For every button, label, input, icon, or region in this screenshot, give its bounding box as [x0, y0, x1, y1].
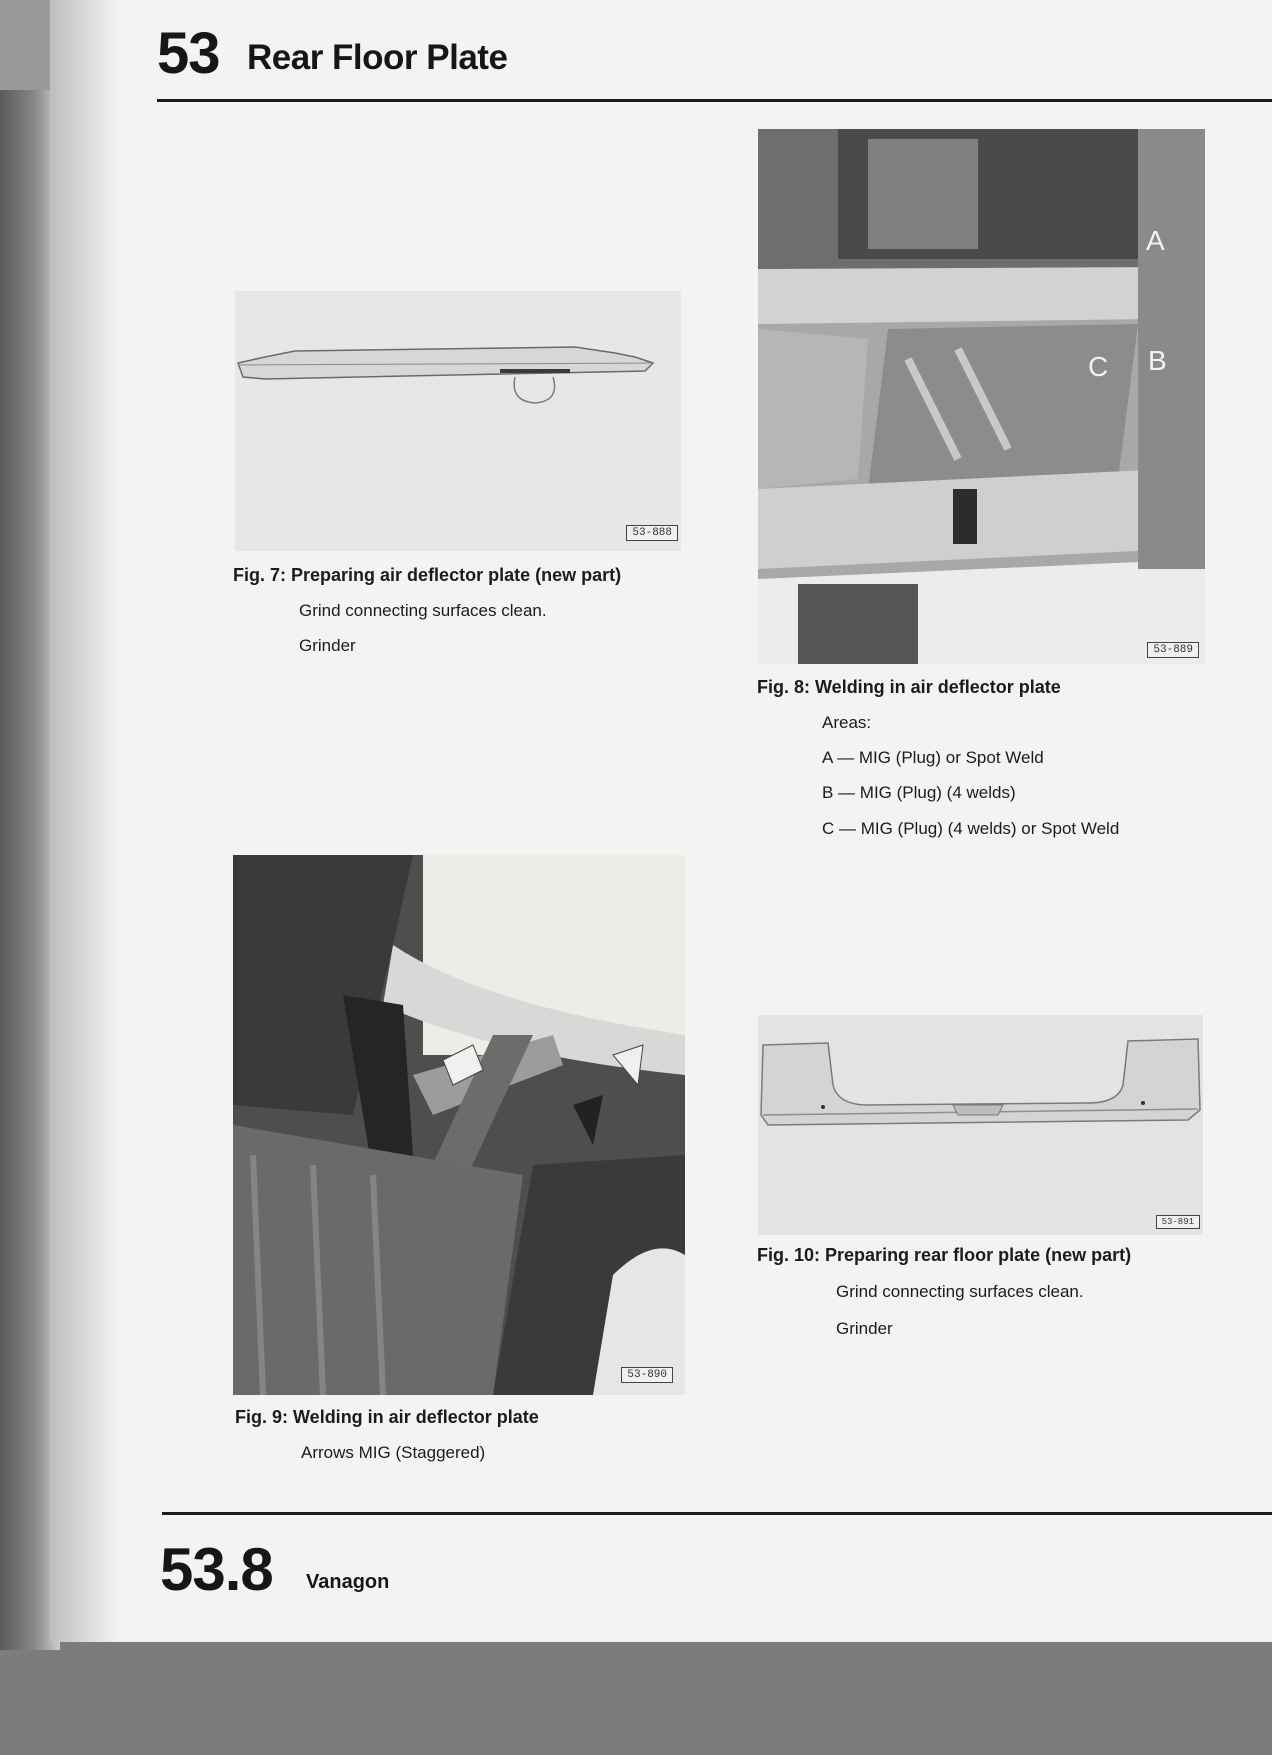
figure-10-line-2: Grinder [836, 1319, 893, 1338]
figure-8-label: Fig. 8: [757, 677, 810, 697]
chapter-title: Rear Floor Plate [247, 38, 508, 77]
figure-10-photo [758, 1015, 1203, 1235]
figure-9-title: Welding in air deflector plate [293, 1407, 539, 1427]
figure-9-photo [233, 855, 685, 1395]
figure-8-title: Welding in air deflector plate [815, 677, 1061, 697]
figure-8-line-1: Areas: [822, 713, 872, 732]
figure-8-line-3: B — MIG (Plug) (4 welds) [822, 783, 1016, 802]
figure-9-caption [235, 1407, 539, 1428]
footer-rule [162, 1512, 1272, 1515]
header-rule [157, 99, 1272, 102]
figure-10-label: Fig. 10: [757, 1245, 821, 1265]
figure-7-line-2: Grinder [299, 636, 356, 655]
figure-8-code: 53-889 [1147, 642, 1199, 658]
figure-7-label: Fig. 7: [233, 565, 286, 585]
vehicle-model: Vanagon [306, 1571, 390, 1593]
figure-9-code: 53-890 [621, 1367, 673, 1383]
figure-10-line-1: Grind connecting surfaces clean. [836, 1282, 1084, 1301]
figure-10-title: Preparing rear floor plate (new part) [825, 1245, 1132, 1265]
page-gutter-shadow [50, 0, 120, 1642]
figure-8-photo [758, 129, 1205, 664]
figure-9-line-1: Arrows MIG (Staggered) [301, 1443, 486, 1462]
figure-8-photo-label-a: A [1146, 225, 1165, 256]
chapter-number: 53 [157, 21, 220, 86]
figure-8-line-2: A — MIG (Plug) or Spot Weld [822, 748, 1044, 767]
figure-10-caption [757, 1245, 1131, 1266]
figure-8-photo-label-c: C [1088, 351, 1109, 382]
figure-7-line-1: Grind connecting surfaces clean. [299, 601, 547, 620]
figure-7-title: Preparing air deflector plate (new part) [291, 565, 622, 585]
figure-8-line-4: C — MIG (Plug) (4 welds) or Spot Weld [822, 819, 1120, 838]
figure-8-photo-label-b: B [1148, 345, 1167, 376]
figure-7-photo [235, 291, 681, 551]
figure-7-code: 53-888 [626, 525, 678, 541]
figure-10-code: 53-891 [1156, 1215, 1200, 1229]
page-number: 53.8 [160, 1536, 273, 1603]
figure-8-caption [757, 677, 1061, 698]
desk-background [0, 1640, 1272, 1755]
figure-9-label: Fig. 9: [235, 1407, 288, 1427]
figure-7-caption [233, 565, 621, 586]
